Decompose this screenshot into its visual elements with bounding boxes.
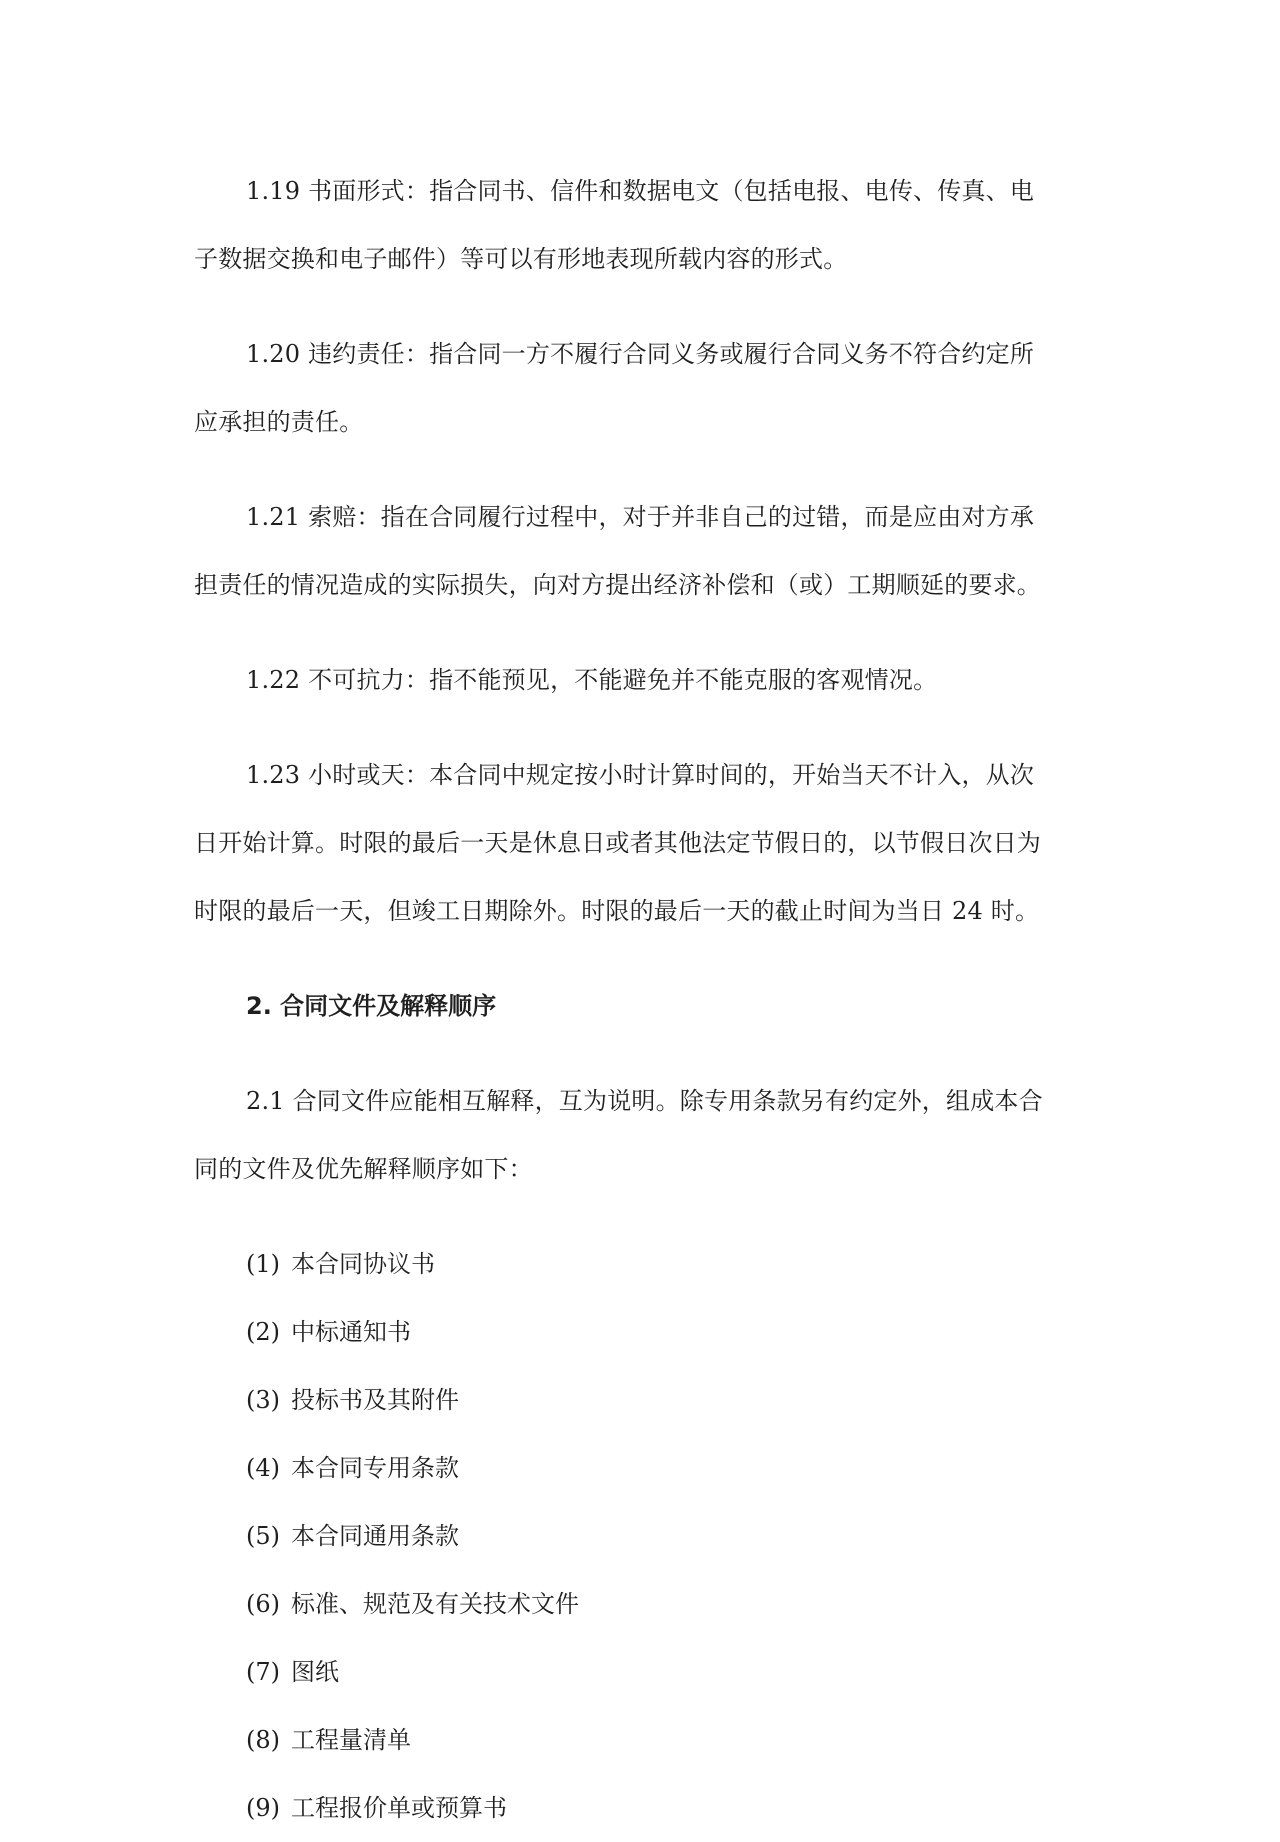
text-line: 2.1 合同文件应能相互解释，互为说明。除专用条款另有约定外，组成本合	[246, 1087, 1043, 1115]
document-content	[194, 157, 1094, 1842]
list-item	[194, 1298, 1094, 1366]
text-line: 同的文件及优先解释顺序如下：	[194, 1155, 533, 1183]
section-heading: 2. 合同文件及解释顺序	[246, 992, 497, 1020]
text-line: 担责任的情况造成的实际损失，向对方提出经济补偿和（或）工期顺延的要求。	[194, 571, 1041, 599]
text-line: 1.23 小时或天：本合同中规定按小时计算时间的，开始当天不计入，从次	[246, 761, 1035, 789]
list-text: 标准、规范及有关技术文件	[291, 1590, 579, 1618]
list-item	[194, 1570, 1094, 1638]
clause-1-23	[194, 741, 1094, 945]
list-number: (3)	[246, 1386, 280, 1414]
list-text: 工程量清单	[291, 1726, 411, 1754]
text-line: 日开始计算。时限的最后一天是休息日或者其他法定节假日的，以节假日次日为	[194, 829, 1041, 857]
list-item	[194, 1638, 1094, 1706]
text-line: 1.22 不可抗力：指不能预见，不能避免并不能克服的客观情况。	[246, 666, 938, 694]
text-line: 子数据交换和电子邮件）等可以有形地表现所载内容的形式。	[194, 245, 848, 273]
clause-1-21	[194, 483, 1094, 619]
list-number: (9)	[246, 1794, 280, 1822]
list-item	[194, 1366, 1094, 1434]
list-number: (2)	[246, 1318, 280, 1346]
document-order-list	[194, 1230, 1094, 1842]
list-text: 本合同专用条款	[291, 1454, 459, 1482]
list-number: (5)	[246, 1522, 280, 1550]
list-text: 图纸	[291, 1658, 339, 1686]
list-text: 本合同通用条款	[291, 1522, 459, 1550]
clause-1-20	[194, 320, 1094, 456]
list-item	[194, 1434, 1094, 1502]
list-text: 中标通知书	[291, 1318, 411, 1346]
list-item	[194, 1502, 1094, 1570]
list-text: 本合同协议书	[291, 1250, 435, 1278]
list-number: (8)	[246, 1726, 280, 1754]
list-item	[194, 1230, 1094, 1298]
list-text: 投标书及其附件	[291, 1386, 459, 1414]
list-number: (7)	[246, 1658, 280, 1686]
text-line: 1.21 索赔：指在合同履行过程中，对于并非自己的过错，而是应由对方承	[246, 503, 1035, 531]
list-number: (4)	[246, 1454, 280, 1482]
list-text: 工程报价单或预算书	[291, 1794, 507, 1822]
text-line: 1.19 书面形式：指合同书、信件和数据电文（包括电报、电传、传真、电	[246, 177, 1035, 205]
text-line: 时限的最后一天，但竣工日期除外。时限的最后一天的截止时间为当日 24 时。	[194, 897, 1040, 925]
list-number: (6)	[246, 1590, 280, 1618]
text-line: 1.20 违约责任：指合同一方不履行合同义务或履行合同义务不符合约定所	[246, 340, 1035, 368]
clause-2-1	[194, 1067, 1094, 1203]
clause-1-22	[194, 646, 1094, 714]
list-item	[194, 1706, 1094, 1774]
text-line: 应承担的责任。	[194, 408, 364, 436]
clause-1-19	[194, 157, 1094, 293]
list-number: (1)	[246, 1250, 280, 1278]
list-item	[194, 1774, 1094, 1842]
